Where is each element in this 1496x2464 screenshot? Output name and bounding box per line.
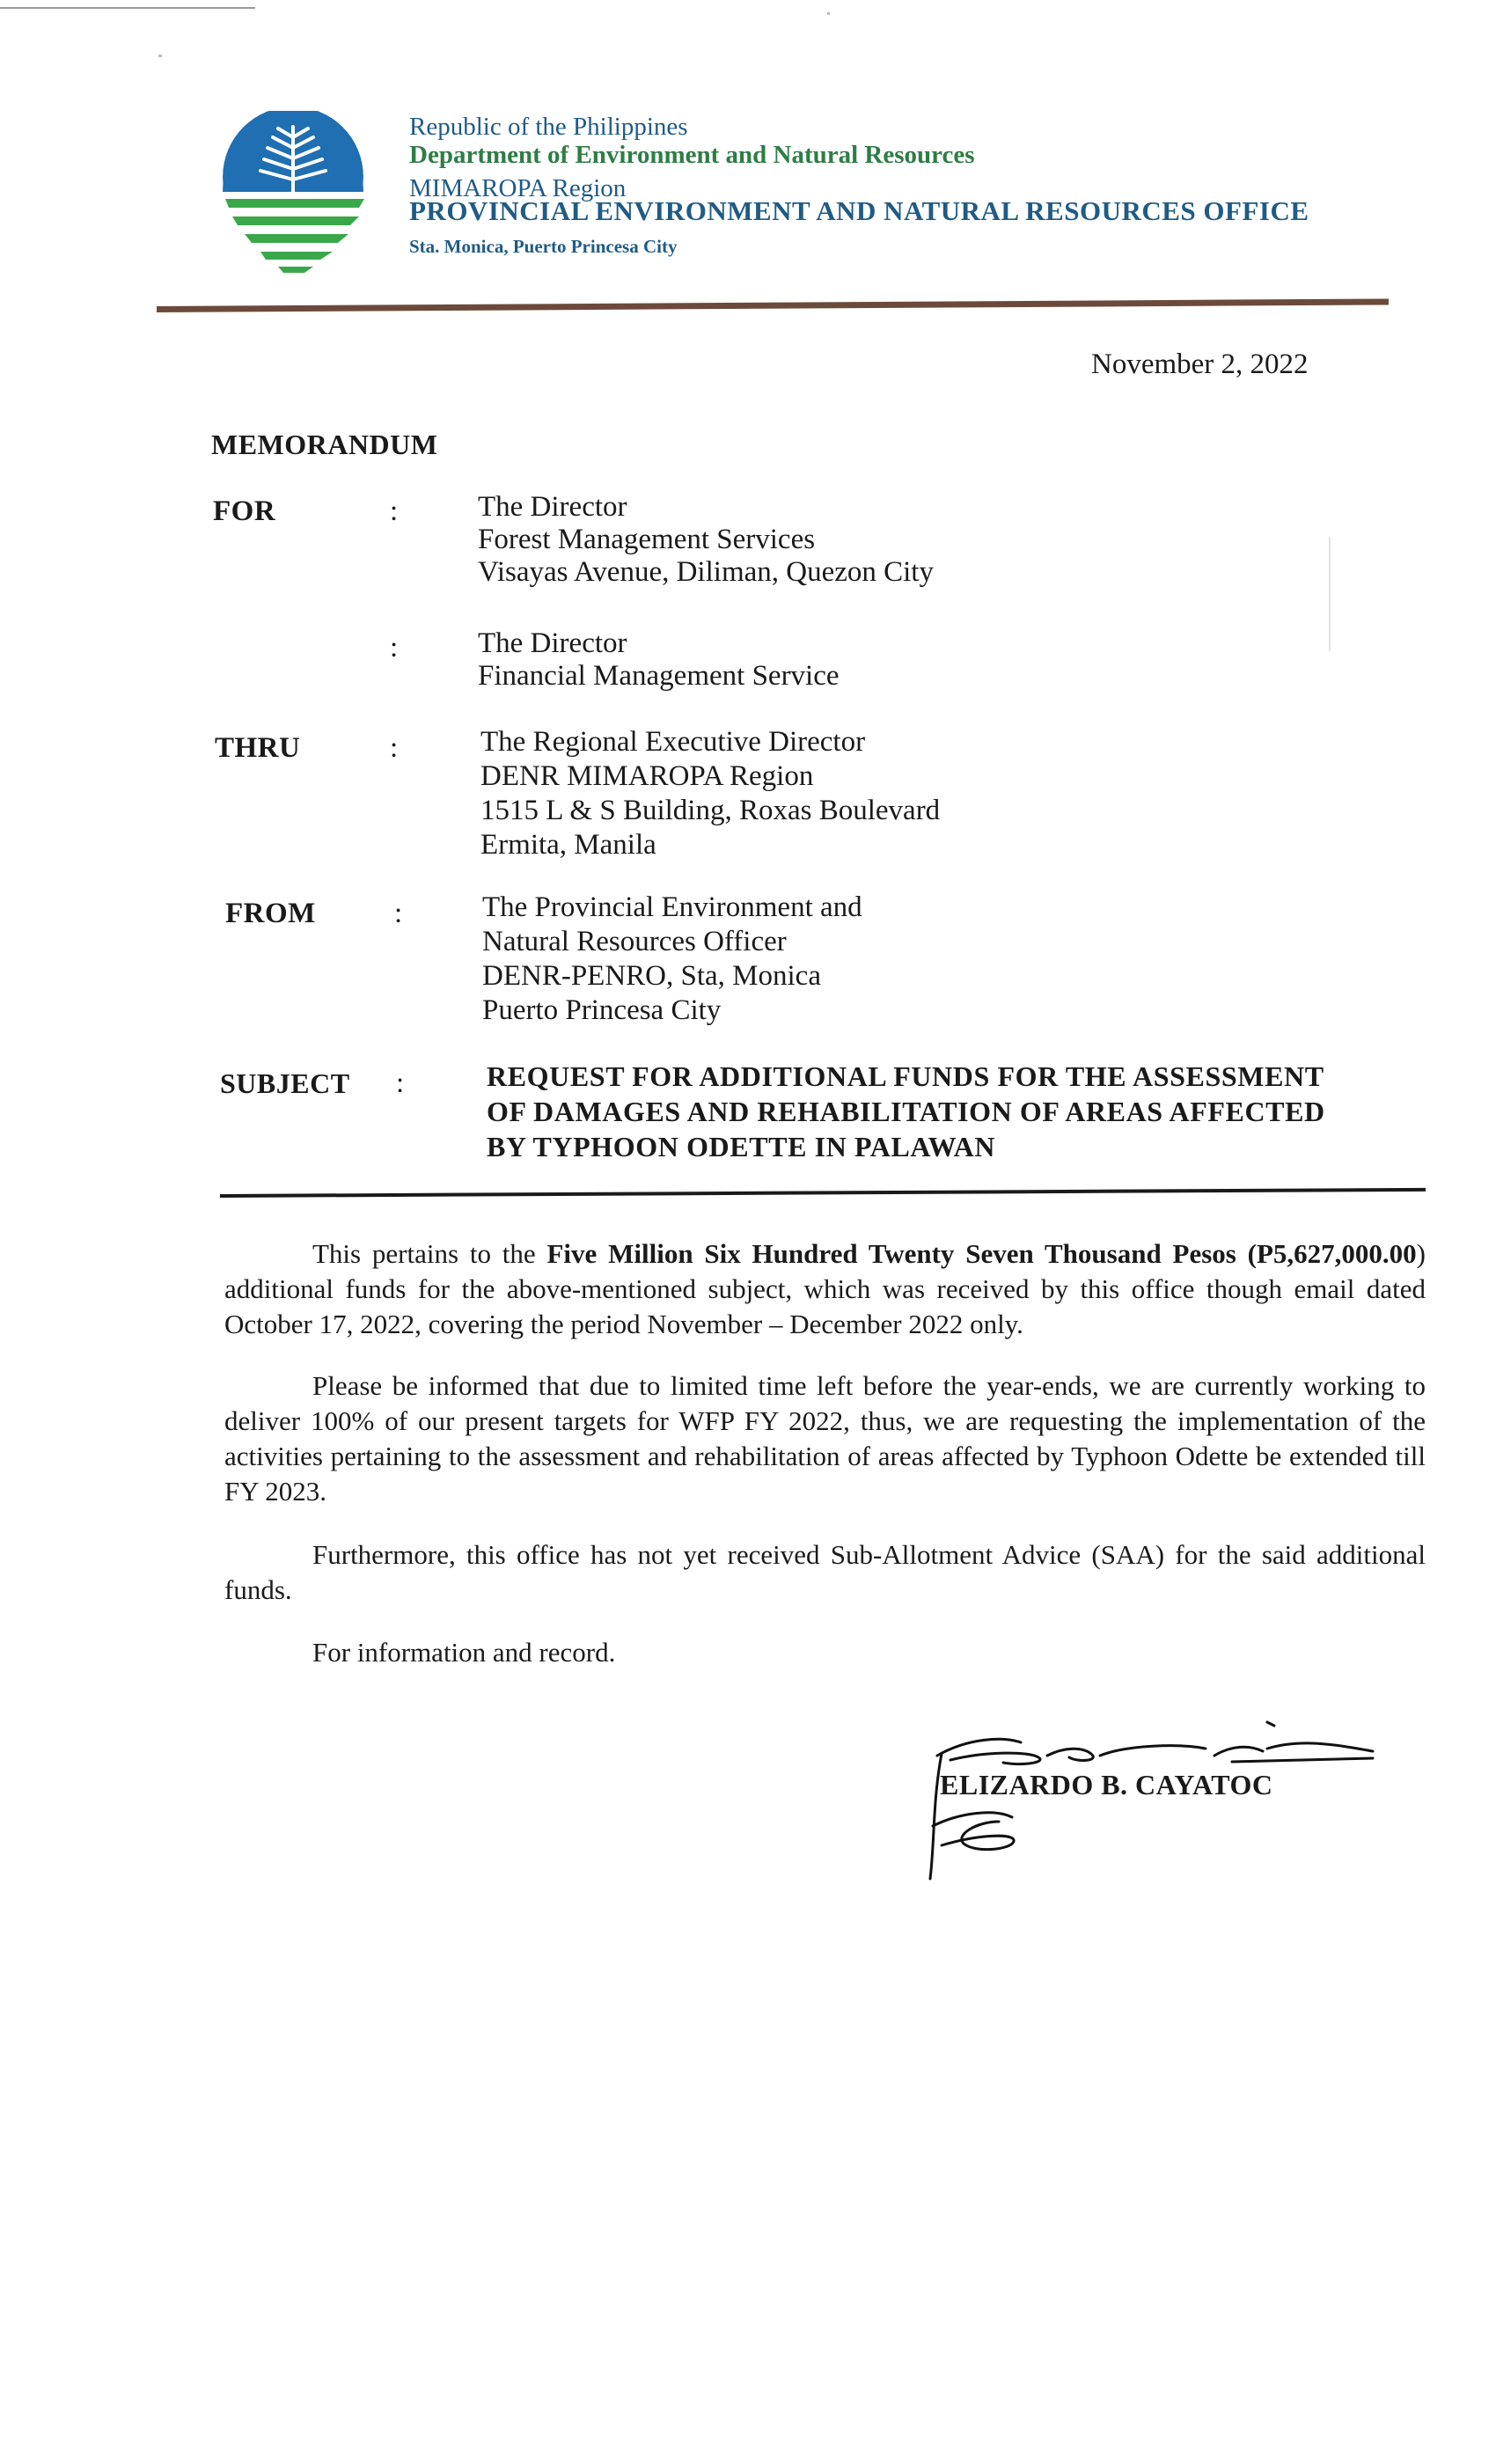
for-recipient-1 [478, 491, 934, 589]
thru-line: DENR MIMAROPA Region [480, 760, 814, 792]
body-paragraph-3 [224, 1537, 1426, 1608]
thru-label: THRU [215, 732, 301, 764]
thru-colon: : [390, 732, 399, 764]
for-label: FOR [213, 495, 276, 527]
body-p1-text-rest: ) additional funds for the above-mentioned subject, which was received by this office though email dated October 17, 2022, covering the period November – December 2022 only. [224, 1238, 1426, 1339]
body-p3-text: Furthermore, this office has not yet received Sub-Allotment Advice (SAA) for the said additional funds. [224, 1539, 1426, 1605]
for-colon: : [390, 495, 399, 527]
thru-line: The Regional Executive Director [480, 726, 866, 758]
body-p4-text: For information and record. [312, 1637, 616, 1668]
subject-line: REQUEST FOR ADDITIONAL FUNDS FOR THE ASSESSMENT [487, 1060, 1324, 1092]
denr-logo-icon [209, 111, 377, 287]
scan-speck [158, 55, 162, 57]
for-recipient-1-line: Forest Management Services [478, 524, 816, 555]
body-paragraph-4 [224, 1635, 1426, 1670]
signatory-name: ELIZARDO B. CAYATOC [940, 1769, 1273, 1800]
scan-speck [827, 12, 830, 15]
thru-recipient [480, 725, 940, 862]
body-p2-text: Please be informed that due to limited time left before the year-ends, we are currently working to deliver 100% of our present targets for WFP FY 2022, thus, we are requesting the implementation of the activities pertaining to the assessment and rehabilitation of areas affected by Typhoon Odette be extended till FY 2023. [224, 1370, 1426, 1507]
letterhead-department: Department of Environment and Natural Resources [409, 141, 975, 169]
scan-mark [0, 7, 255, 9]
for-recipient-2-line: Financial Management Service [478, 660, 840, 692]
for-recipient-2-line: The Director [478, 627, 627, 659]
for-recipient-1-line: The Director [478, 491, 627, 523]
from-line: Natural Resources Officer [482, 926, 787, 957]
thru-line: Ermita, Manila [480, 829, 656, 861]
from-sender [482, 891, 862, 1028]
body-p1-amount: Five Million Six Hundred Twenty Seven Thousand Pesos (P5,627,000.00 [546, 1238, 1417, 1269]
subject-line: OF DAMAGES AND REHABILITATION OF AREAS AFFECTED [487, 1096, 1325, 1127]
letterhead-office: PROVINCIAL ENVIRONMENT AND NATURAL RESOURCES OFFICE [409, 195, 1309, 226]
from-colon: : [394, 898, 403, 929]
from-label: FROM [225, 898, 316, 929]
subject-text [487, 1059, 1325, 1164]
letterhead-region: MIMAROPA Region [409, 174, 627, 202]
body-paragraph-1 [224, 1236, 1426, 1342]
from-line: Puerto Princesa City [482, 994, 722, 1026]
letterhead-address: Sta. Monica, Puerto Princesa City [409, 236, 678, 257]
for-recipient-2 [478, 627, 840, 693]
memo-date: November 2, 2022 [1091, 348, 1309, 380]
letterhead-republic: Republic of the Philippines [409, 113, 688, 141]
for-recipient-1-line: Visayas Avenue, Diliman, Quezon City [478, 556, 934, 588]
thru-line: 1515 L & S Building, Roxas Boulevard [480, 795, 941, 826]
for-colon-2: : [390, 632, 399, 664]
subject-label: SUBJECT [220, 1067, 350, 1099]
body-paragraph-2 [224, 1368, 1426, 1509]
body-p1-text: This pertains to the [312, 1238, 547, 1269]
memo-title: MEMORANDUM [211, 429, 438, 460]
from-line: DENR-PENRO, Sta, Monica [482, 960, 821, 992]
scan-speck [1329, 537, 1331, 651]
from-line: The Provincial Environment and [482, 891, 862, 923]
header-rule [157, 298, 1389, 312]
subject-rule [220, 1188, 1426, 1198]
subject-colon: : [396, 1067, 405, 1099]
subject-line: BY TYPHOON ODETTE IN PALAWAN [487, 1131, 996, 1162]
